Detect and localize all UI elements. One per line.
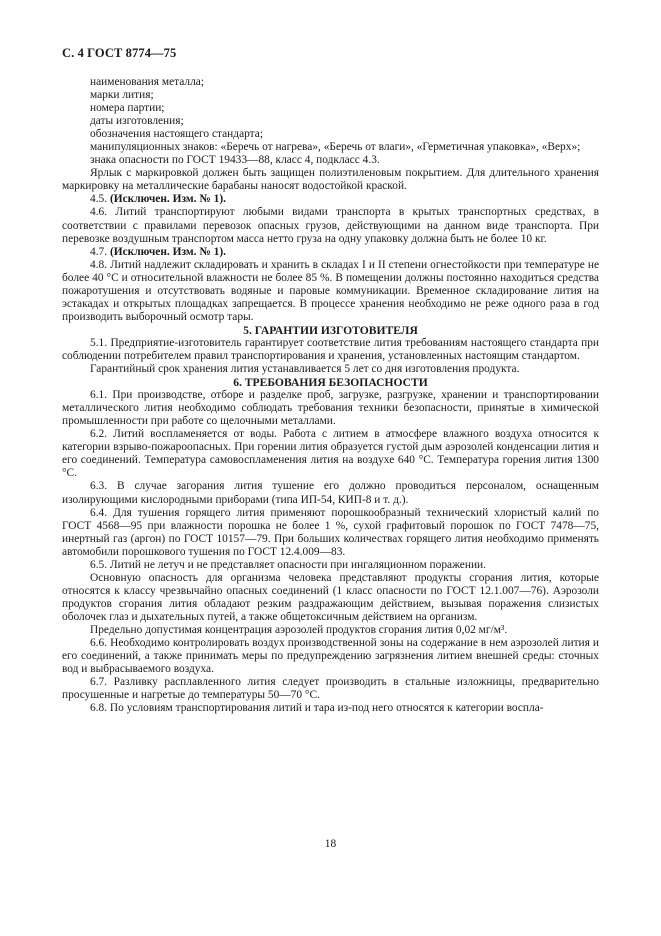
paragraph-6-5-main-hazard: Основную опасность для организма человека представляют продукты сгорания лития, которые относятся к классу чрезвычайно опасных соединений (1 класс опасности по ГОСТ 12.1.007—76). Аэрозоли продуктов сгорания лития обладают резким раздражающим действием, вызывая поражения слизистых оболочек глаз и дыхательных путей, а также общетоксичным действием на организм. (62, 571, 599, 623)
list-item: наименования металла; (90, 76, 204, 88)
paragraph-6-4: 6.4. Для тушения горящего лития применяют порошкообразный технический хлористый калий по ГОСТ 4568—95 при влажности порошка не более 1 %, сухой графитовый порошок по ГОСТ 7478—75, инертный газ (аргон) по ГОСТ 10157—79. При больших количествах горящего лития необходимо применять автомобили порошкового тушения по ГОСТ 12.4.009—83. (62, 506, 599, 558)
paragraph-6-1: 6.1. При производстве, отборе и разделке проб, загрузке, разгрузке, хранении и транспортировании металлического лития необходимо соблюдать требования техники безопасности, принятые в химической промышленности при работе со щелочными металлами. (62, 389, 599, 428)
clause-excluded: (Исключен. Изм. № 1). (109, 245, 226, 258)
paragraph-6-6: 6.6. Необходимо контролировать воздух производственной зоны на содержание в нем аэрозолей лития и его соединений, а также принимать меры по предупреждению загрязнения литием внешней среды: сточных вод и выбрасываемого воздуха. (62, 637, 599, 676)
list-item: номера партии; (90, 102, 165, 115)
paragraph-label-protection: Ярлык с маркировкой должен быть защищен полиэтиленовым покрытием. Для длительного хранения маркировку на металлические барабаны наносят водостойкой краской. (62, 167, 599, 193)
page-number: 18 (324, 838, 337, 850)
paragraph-4-5 (62, 193, 599, 206)
page-header: С. 4 ГОСТ 8774—75 (62, 46, 177, 60)
list-item: знака опасности по ГОСТ 19433—88, класс 4, подкласс 4.3. (90, 154, 380, 167)
list-item: манипуляционных знаков: «Беречь от нагрева», «Беречь от влаги», «Герметичная упаковка», «Верх»; (90, 141, 581, 154)
list-item: обозначения настоящего стандарта; (90, 128, 264, 141)
list-item: марки лития; (90, 89, 154, 102)
clause-excluded: (Исключен. Изм. № 1). (109, 193, 226, 206)
paragraph-6-3: 6.3. В случае загорания лития тушение его должно проводиться персоналом, оснащенным изолирующими кислородными приборами (типа ИП-54, КИП-8 и т. д.). (62, 480, 599, 506)
section-6-heading: 6. ТРЕБОВАНИЯ БЕЗОПАСНОСТИ (233, 376, 428, 390)
clause-number: 4.7. (90, 245, 108, 258)
paragraph-5-1: 5.1. Предприятие-изготовитель гарантирует соответствие лития требованиям настоящего стандарта при соблюдении потребителем правил транспортирования и хранения, установленных настоящим стандартом. (62, 336, 599, 362)
paragraph-4-7 (62, 246, 599, 259)
paragraph-6-2: 6.2. Литий воспламеняется от воды. Работа с литием в атмосфере влажного воздуха относится к категории взрыво-пожароопасных. При горении лития образуется густой дым аэрозолей конденсации лития и его соединений. Температура самовоспламенения лития на воздухе 640 °С. Температура горения лития 1300 °С. (62, 428, 599, 480)
list-item: даты изготовления; (90, 115, 184, 128)
paragraph-4-8: 4.8. Литий надлежит складировать и хранить в складах I и II степени огнестойкости при температуре не более 40 °С и относительной влажности не более 85 %. В помещении должны постоянно находиться средства пожаротушения и отсутствовать водяные и паровые коммуникации. Временное складирование лития на эстакадах и открытых площадках запрещается. В процессе хранения необходимо не реже одного раза в год производить выборочный осмотр тары. (62, 258, 599, 323)
clause-number: 4.5. (90, 193, 108, 206)
paragraph-6-7: 6.7. Разливку расплавленного лития следует производить в стальные изложницы, предварительно просушенные и нагретые до температуры 50—70 °С. (62, 676, 599, 702)
document-body (62, 76, 599, 715)
paragraph-4-6: 4.6. Литий транспортируют любыми видами транспорта в крытых транспортных средствах, в соответствии с правилами перевозок опасных грузов, действующими на данном виде транспорта. При перевозке воздушным транспортом масса нетто груза на одну упаковку должна быть не более 10 кг. (62, 206, 599, 245)
paragraph-6-5: 6.5. Литий не летуч и не представляет опасности при ингаляционном поражении. (90, 558, 487, 571)
paragraph-6-8: 6.8. По условиям транспортирования литий и тара из-под него относятся к категории воспла- (90, 702, 544, 715)
section-5-heading: 5. ГАРАНТИИ ИЗГОТОВИТЕЛЯ (243, 323, 418, 337)
paragraph-6-5-mac: Предельно допустимая концентрация аэрозолей продуктов сгорания лития 0,02 мг/м³. (90, 623, 508, 636)
paragraph-5-2: Гарантийный срок хранения лития устанавливается 5 лет со дня изготовления продукта. (90, 363, 520, 376)
